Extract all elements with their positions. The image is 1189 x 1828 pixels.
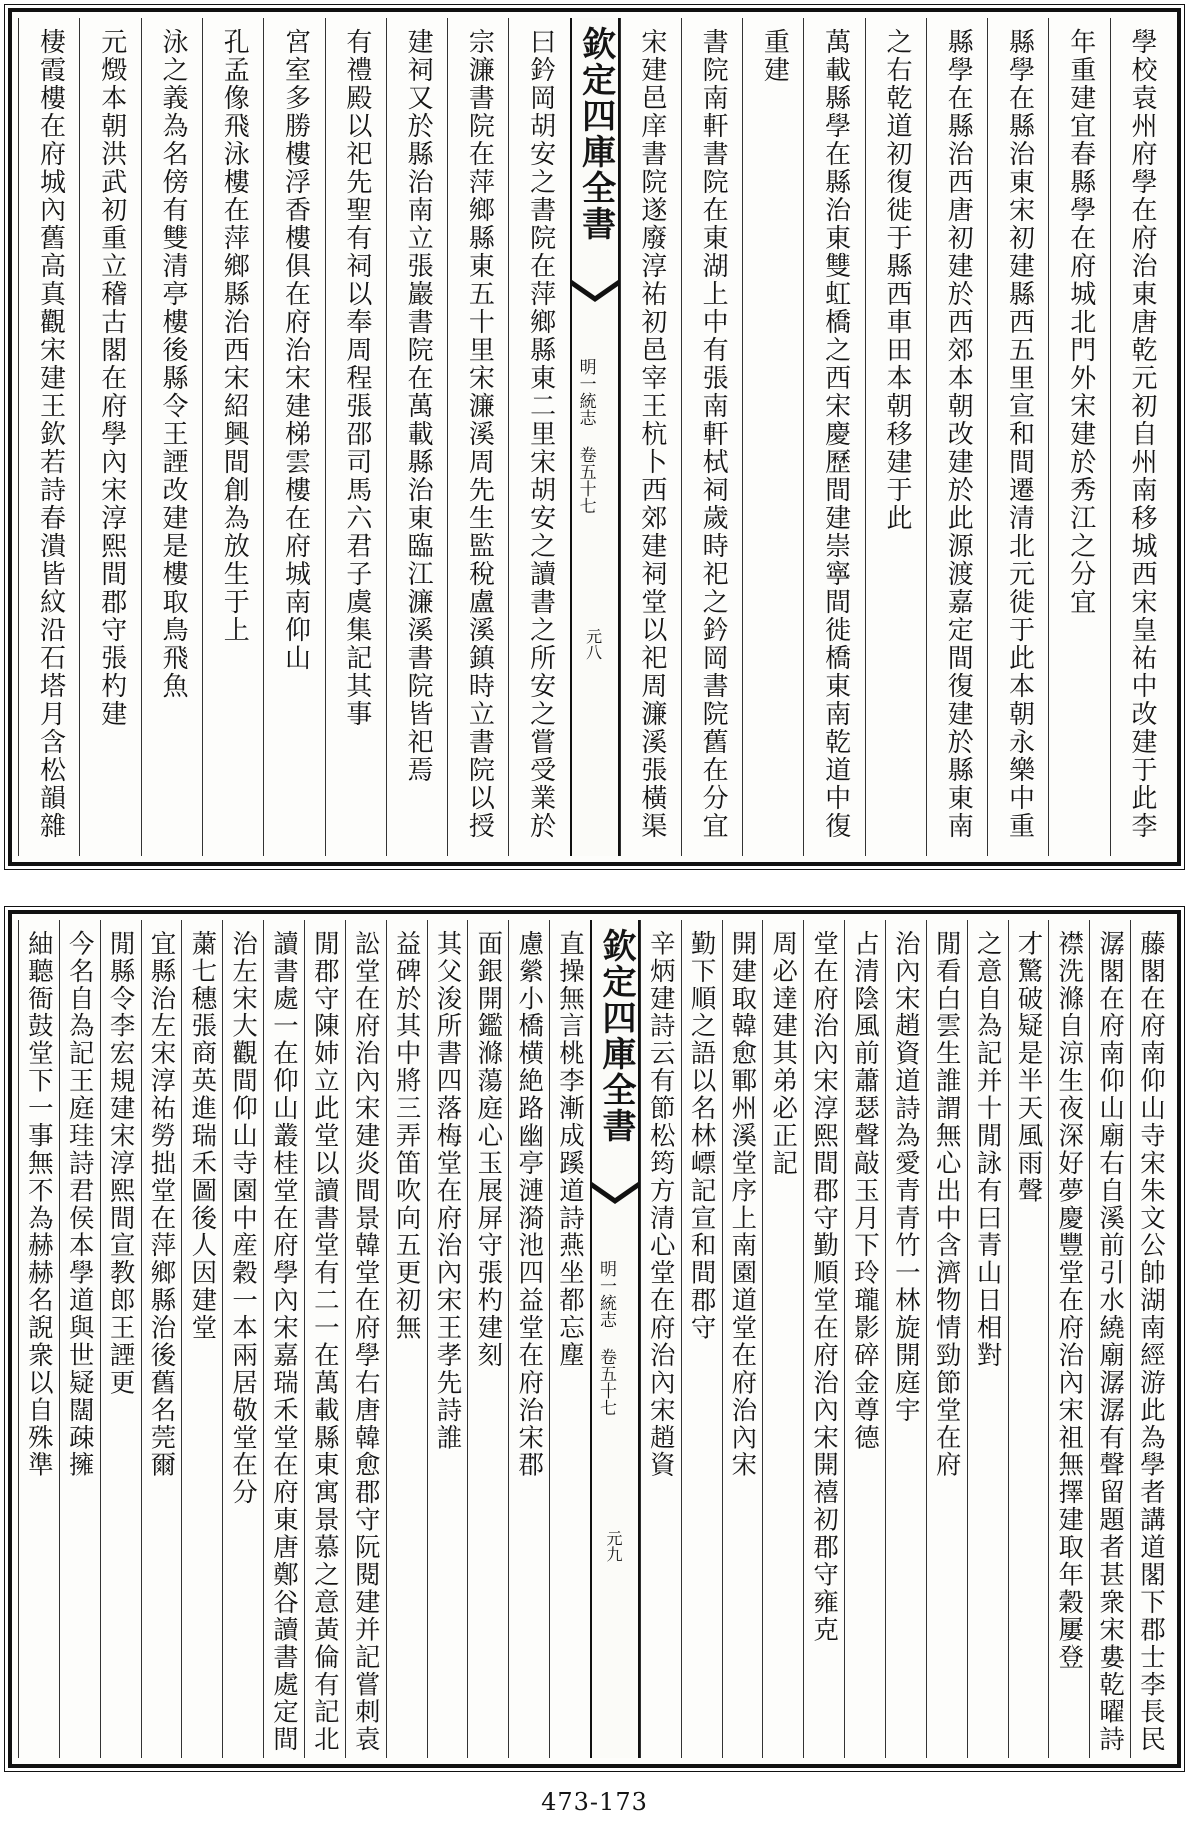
- text-column: 曰鈐岡胡安之書院在萍鄉縣東二里宋胡安之讀書之所安之嘗受業於: [508, 18, 569, 856]
- text-column: 泳之義為名傍有雙清亭樓後縣令王諲改建是樓取鳥飛魚: [141, 18, 202, 856]
- text-column: 讀書處一在仰山叢桂堂在府學內宋嘉瑞禾堂在府東唐鄭谷讀書處定間: [263, 920, 304, 1758]
- text-column: 面銀開鑑滌蕩庭心玉展屏守張杓建刻: [467, 920, 508, 1758]
- book-title: 欽定四庫全書: [575, 26, 616, 242]
- text-column: 閒看白雲生誰謂無心出中含濟物情勁節堂在府: [926, 920, 967, 1758]
- text-column: 縣學在縣治西唐初建於西郊本朝改建於此源渡嘉定間復建於縣東南: [926, 18, 987, 856]
- center-spine: [570, 18, 620, 856]
- text-column: 直操無言桃李漸成蹊道詩燕坐都忘塵: [549, 920, 590, 1758]
- text-column: 建祠又於縣治南立張巖書院在萬載縣治東臨江濂溪書院皆祀焉: [386, 18, 447, 856]
- text-column: 䔥七穗張商英進瑞禾圖後人因建堂: [181, 920, 222, 1758]
- text-column: 紬聽衙鼓堂下一事無不為赫赫名誽衆以自殊準: [18, 920, 59, 1758]
- folio-number: 元八: [583, 628, 603, 660]
- text-column: 萬載縣學在縣治東雙虹橋之西宋慶歷間建崇寧間徙橋東南乾道中復: [803, 18, 864, 856]
- text-column: 有禮殿以祀先聖有祠以奉周程張邵司馬六君子虞集記其事: [325, 18, 386, 856]
- text-column: 占清陰風前蕭瑟聲敲玉月下玲瓏影碎金尊德: [844, 920, 885, 1758]
- page-number: 473-173: [541, 1788, 648, 1816]
- text-column: 之右乾道初復徙于縣西車田本朝移建于此: [865, 18, 926, 856]
- top-page-frame: [8, 8, 1181, 866]
- volume-label: 明一統志 卷五十七: [596, 1260, 617, 1416]
- text-column: 堂在府治內宋淳熙間郡守勤順堂在府治內宋開禧初郡守雍克: [803, 920, 844, 1758]
- text-column: 周必達建其弟必正記: [762, 920, 803, 1758]
- center-spine: [590, 920, 640, 1758]
- text-column: 今名自為記王庭珪詩君侯本學道與世疑闊疎擁: [59, 920, 100, 1758]
- text-column: 棲霞樓在府城內舊高真觀宋建王欽若詩春潰皆紋沿石塔月含松韻雜: [18, 18, 79, 856]
- text-column: 益碑於其中將三弄笛吹向五更初無: [386, 920, 427, 1758]
- text-column: 重建: [742, 18, 803, 856]
- text-column: 開建取韓愈鄆州溪堂序上南園道堂在府治內宋: [722, 920, 763, 1758]
- text-column: 閒郡守陳姉立此堂以讀書堂有二一在萬載縣東寓景慕之意黃倫有記北: [304, 920, 345, 1758]
- text-column: 宋建邑庠書院遂廢淳祐初邑宰王杭卜西郊建祠堂以祀周濂溪張橫渠: [620, 18, 681, 856]
- book-title: 欽定四庫全書: [596, 928, 637, 1144]
- text-column: 年重建宜春縣學在府城北門外宋建於秀江之分宜: [1048, 18, 1109, 856]
- text-column: 慮縈小橋横絶路幽亭漣漪池四益堂在府治宋郡: [508, 920, 549, 1758]
- text-column: 藤閣在府南仰山寺宋朱文公帥湖南經游此為學者講道閣下郡士李長民: [1130, 920, 1171, 1758]
- text-column: 元燬本朝洪武初重立稽古閣在府學內宋淳熙間郡守張杓建: [79, 18, 140, 856]
- text-column: 勤下順之語以名林㟽記宣和間郡守: [681, 920, 722, 1758]
- text-column: 學校袁州府學在府治東唐乾元初自州南移城西宋皇祐中改建于此李: [1110, 18, 1171, 856]
- fish-tail-mark-icon: [592, 1182, 638, 1204]
- text-column: 其父浚所書四落梅堂在府治內宋王孝先詩誰: [427, 920, 468, 1758]
- text-column: 宗濂書院在萍鄉縣東五十里宋濂溪周先生監稅盧溪鎮時立書院以授: [447, 18, 508, 856]
- text-column: 之意自為記并十閒詠有曰青山日相對: [967, 920, 1008, 1758]
- text-column: 才驚破疑是半天風雨聲: [1008, 920, 1049, 1758]
- text-column: 書院南軒書院在東湖上中有張南軒栻祠歲時祀之鈐岡書院舊在分宜: [681, 18, 742, 856]
- text-column: 訟堂在府治內宋建炎間景韓堂在府學右唐韓愈郡守阮閱建并記嘗刺袁: [345, 920, 386, 1758]
- text-column: 潺閣在府南仰山廟右自溪前引水繞廟潺潺有聲留題者甚衆宋婁乾曜詩: [1089, 920, 1130, 1758]
- text-column: 閒縣令李宏規建宋淳熙間宣教郎王諲更: [100, 920, 141, 1758]
- text-column: 治內宋趙資道詩為愛青青竹一林旋開庭宇: [885, 920, 926, 1758]
- bottom-page-columns: [18, 920, 1171, 1758]
- text-column: 宜縣治左宋淳祐勞拙堂在萍鄉縣治後舊名莞爾: [141, 920, 182, 1758]
- top-page-columns: [18, 18, 1171, 856]
- volume-label: 明一統志 卷五十七: [575, 358, 596, 514]
- text-column: 治左宋大觀間仰山寺園中産穀一本兩居敬堂在分: [222, 920, 263, 1758]
- text-column: 襟洗滌自涼生夜深好夢慶豐堂在府治內宋祖無擇建取年穀屢登: [1048, 920, 1089, 1758]
- text-column: 宮室多勝樓浮香樓俱在府治宋建梯雲樓在府城南仰山: [263, 18, 324, 856]
- text-column: 孔孟像飛泳樓在萍鄉縣治西宋紹興間創為放生于上: [202, 18, 263, 856]
- text-column: 辛炳建詩云有節松筠方清心堂在府治內宋趙資: [640, 920, 681, 1758]
- text-column: 縣學在縣治東宋初建縣西五里宣和間遷清北元徙于此本朝永樂中重: [987, 18, 1048, 856]
- fish-tail-mark-icon: [572, 280, 618, 302]
- bottom-page-frame: [8, 910, 1181, 1768]
- folio-number: 元九: [604, 1530, 624, 1562]
